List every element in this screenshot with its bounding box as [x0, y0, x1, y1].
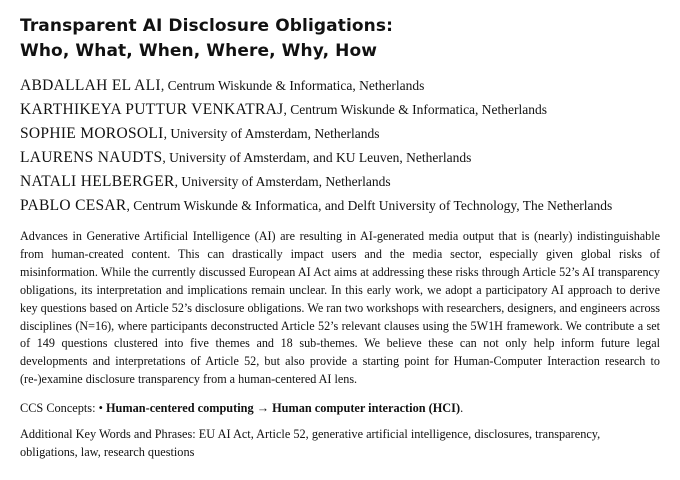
author-affiliation-separator: ,	[174, 174, 182, 189]
author-name: ABDALLAH EL ALI	[20, 77, 161, 94]
author-affiliation: Centrum Wiskunde & Informatica, Netherlands	[290, 102, 548, 117]
author-name: KARTHIKEYA PUTTUR VENKATRAJ	[20, 101, 284, 118]
author-list	[20, 74, 660, 218]
author-affiliation-separator: ,	[160, 78, 168, 93]
author-name: PABLO CESAR	[20, 197, 127, 214]
keywords-label: Additional Key Words and Phrases:	[20, 427, 196, 442]
title-line-2: Who, What, When, Where, Why, How	[20, 41, 378, 61]
author-entry	[20, 74, 660, 98]
author-affiliation-separator: ,	[163, 126, 171, 141]
author-entry	[20, 122, 660, 146]
title-line-1: Transparent AI Disclosure Obligations:	[20, 16, 393, 36]
author-affiliation-separator: ,	[162, 150, 170, 165]
author-affiliation: University of Amsterdam, Netherlands	[181, 174, 391, 189]
keywords	[20, 425, 660, 461]
paper-page	[20, 14, 660, 461]
author-affiliation-separator: ,	[126, 198, 134, 213]
abstract: Advances in Generative Artificial Intelligence (AI) are resulting in AI-generated media output that is (nearly) indistinguishable from human-created content. This can drastically impact users and the media sector, especially given global risks of misinformation. While the currently discussed European AI Act aims at addressing these risks through Article 52’s AI transparency obligations, its interpretation and implications remain unclear. In this early work, we adopt a participatory AI approach to derive key questions based on Article 52’s disclosure obligations. We ran two workshops with researchers, designers, and engineers across disciplines (N=16), where participants deconstructed Article 52’s relevant clauses using the 5W1H framework. We contribute a set of 149 questions clustered into five themes and 18 sub-themes. We believe these can not only help inform future legal developments and interpretations of Article 52, but also provide a starting point for Human-Computer Interaction research to (re-)examine disclosure transparency from a human-centered AI lens.	[20, 229, 660, 387]
author-affiliation: Centrum Wiskunde & Informatica, Netherlands	[167, 78, 425, 93]
author-name: SOPHIE MOROSOLI	[20, 125, 164, 142]
author-entry	[20, 146, 660, 170]
author-name: LAURENS NAUDTS	[20, 149, 163, 166]
ccs-label: CCS Concepts: •	[20, 401, 103, 416]
author-entry	[20, 170, 660, 194]
paper-title	[20, 14, 660, 64]
author-name: NATALI HELBERGER	[20, 173, 175, 190]
author-entry	[20, 194, 660, 218]
author-affiliation-separator: ,	[283, 102, 291, 117]
author-affiliation: Centrum Wiskunde & Informatica, and Delft University of Technology, The Netherlands	[133, 198, 613, 213]
ccs-end: .	[460, 401, 464, 416]
ccs-concepts	[20, 399, 660, 417]
keywords-list: EU AI Act, Article 52, generative artificial intelligence, disclosures, transparency, obligations, law, research questions	[20, 427, 601, 460]
author-entry	[20, 98, 660, 122]
ccs-concept: Human-centered computing → Human computer interaction (HCI)	[105, 401, 461, 416]
author-affiliation: University of Amsterdam, and KU Leuven, Netherlands	[169, 150, 472, 165]
author-affiliation: University of Amsterdam, Netherlands	[170, 126, 380, 141]
